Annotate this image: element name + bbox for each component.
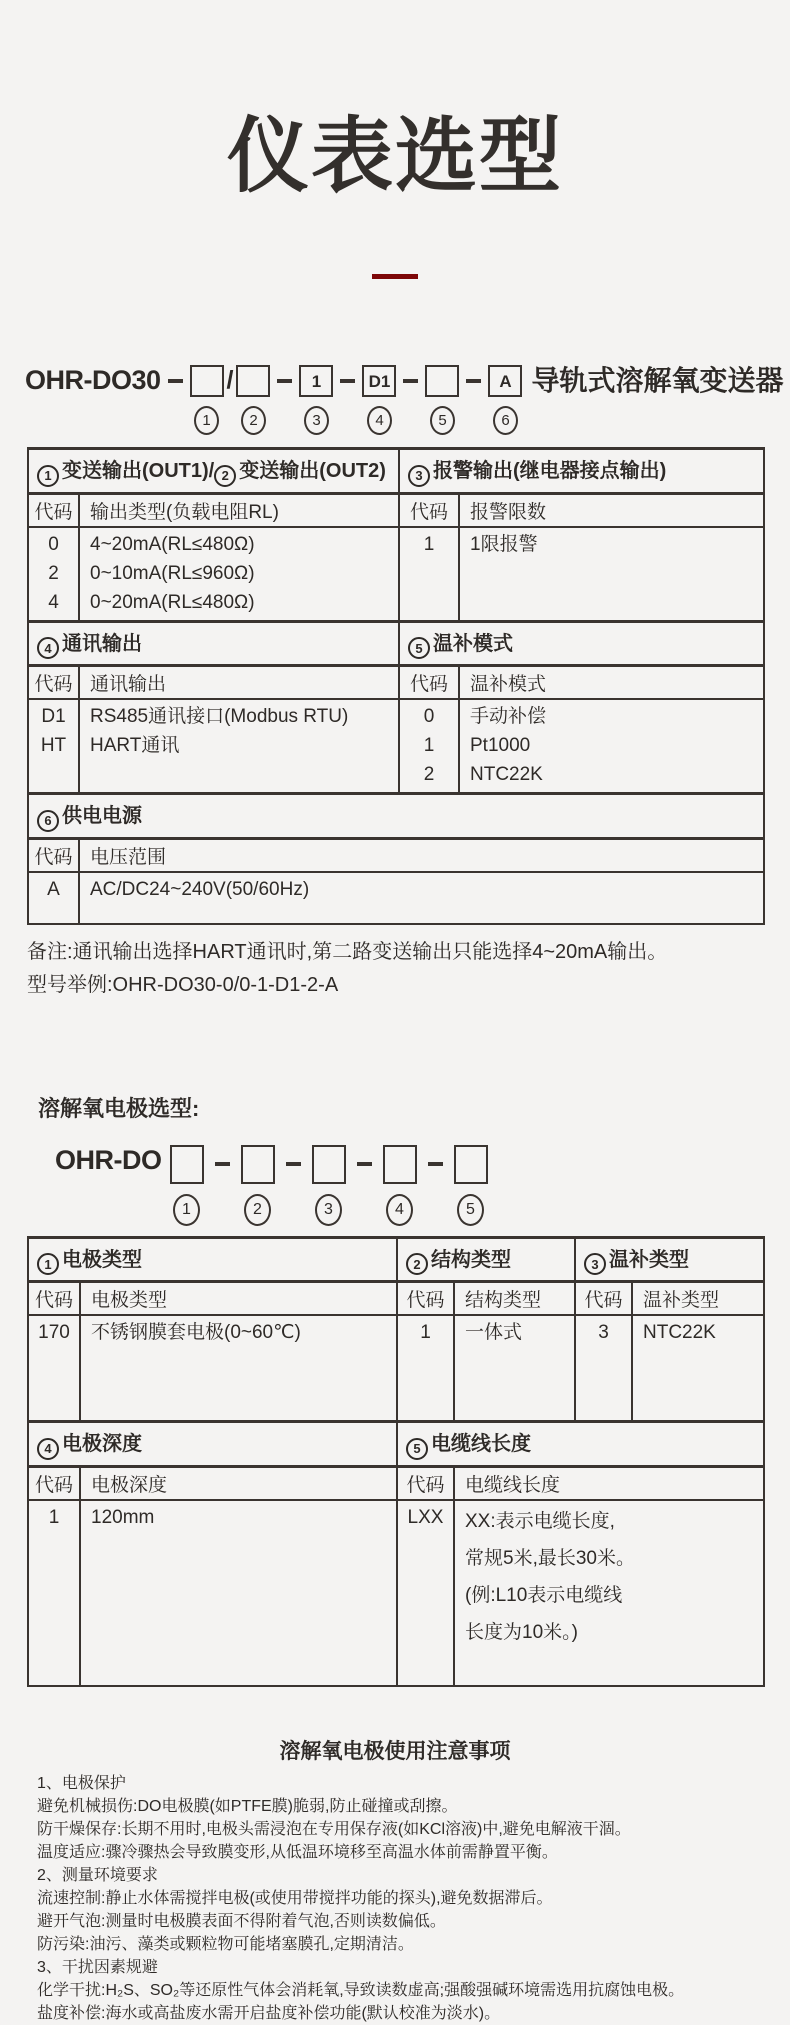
table-row <box>28 1315 764 1422</box>
cell-comm-types: RS485通讯接口(Modbus RTU) HART通讯 <box>79 699 399 794</box>
title-accent-dash <box>372 274 418 279</box>
model-example: 型号举例:OHR-DO30-0/0-1-D1-2-A <box>27 973 339 996</box>
circled-number-4: 4 <box>367 406 392 435</box>
col-header-electrode-type: 电极类型 <box>80 1282 397 1316</box>
header-label: 变送输出(OUT1) <box>62 460 209 483</box>
code-segment-5 <box>454 1145 488 1226</box>
col-header-temp-mode: 温补模式 <box>459 666 764 700</box>
cell-temp-comp-type: NTC22K <box>632 1315 764 1422</box>
col-header-code: 代码 <box>28 1466 80 1500</box>
section-header-cable-length <box>397 1422 764 1467</box>
cell-output-types: 4~20mA(RL≤480Ω) 0~10mA(RL≤960Ω) 0~20mA(RL≤480Ω) <box>79 527 399 622</box>
note-line: 流速控制:静止水体需搅拌电极(或使用带搅拌功能的探头),避免数据滞后。 <box>37 1889 553 1907</box>
circled-number-3: 3 <box>315 1194 342 1226</box>
table-row <box>28 794 764 839</box>
circled-1-icon: 1 <box>37 1253 59 1275</box>
section-header-power-supply <box>28 794 764 839</box>
cell-comm-codes: D1 HT <box>28 699 79 794</box>
table-row <box>28 1466 764 1500</box>
table-row <box>28 872 764 924</box>
cell-depth-value: 120mm <box>80 1500 397 1686</box>
code-box-6: A <box>488 365 522 397</box>
dash-separator <box>215 1162 230 1166</box>
electrode-section-heading: 溶解氧电极选型: <box>38 1095 200 1121</box>
transmitter-selection-table <box>27 447 765 925</box>
circled-6-icon: 6 <box>37 810 59 832</box>
circled-4-icon: 4 <box>37 637 59 659</box>
table-row <box>28 1237 764 1282</box>
code-box-1 <box>190 365 224 397</box>
note-line: 防干燥保存:长期不用时,电极头需浸泡在专用保存液(如KCl溶液)中,避免电解液干涸。 <box>37 1820 631 1838</box>
code-segment-5 <box>425 365 459 435</box>
table-row <box>28 838 764 872</box>
cell-alarm-type: 1限报警 <box>459 527 764 622</box>
dash-separator <box>428 1162 443 1166</box>
header-label: 变送输出(OUT2) <box>239 460 386 483</box>
note-line: 避免机械损伤:DO电极膜(如PTFE膜)脆弱,防止碰撞或刮擦。 <box>37 1797 458 1815</box>
dash-separator <box>357 1162 372 1166</box>
cell-temp-comp-code: 3 <box>575 1315 632 1422</box>
cell-electrode-type: 不锈钢膜套电极(0~60℃) <box>80 1315 397 1422</box>
dash-separator <box>466 379 481 383</box>
circled-3-icon: 3 <box>408 465 430 487</box>
circled-2-icon: 2 <box>406 1253 428 1275</box>
col-header-comm: 通讯输出 <box>79 666 399 700</box>
usage-notes-heading: 溶解氧电极使用注意事项 <box>279 1739 511 1763</box>
table-row <box>28 493 764 527</box>
dash-separator <box>403 379 418 383</box>
table-row <box>28 527 764 622</box>
note-line: 防污染:油污、藻类或颗粒物可能堵塞膜孔,定期清洁。 <box>37 1935 414 1953</box>
electrode-selection-table <box>27 1236 765 1687</box>
circled-number-4: 4 <box>386 1194 413 1226</box>
code-segment-4 <box>362 365 396 435</box>
section-header-comm-output <box>28 621 399 666</box>
cell-temp-codes: 0 1 2 <box>399 699 459 794</box>
transmitter-model-code-diagram <box>25 365 790 435</box>
code-box-5 <box>454 1145 488 1184</box>
table-row <box>28 1500 764 1686</box>
table-row <box>28 1422 764 1467</box>
circled-number-2: 2 <box>244 1194 271 1226</box>
table-row <box>28 621 764 666</box>
section-header-temp-mode <box>399 621 764 666</box>
header-label: 电缆线长度 <box>431 1433 531 1456</box>
dash-separator <box>168 379 183 383</box>
circled-2-icon: 2 <box>214 465 236 487</box>
section-header-structure-type <box>397 1237 575 1282</box>
col-header-temp-comp-type: 温补类型 <box>632 1282 764 1316</box>
table-row <box>28 449 764 494</box>
page-title: 仪表选型 <box>226 111 563 202</box>
code-box-2 <box>241 1145 275 1184</box>
code-segment-2 <box>236 365 270 435</box>
cell-cable-code: LXX <box>397 1500 454 1686</box>
slash-separator: / <box>226 366 234 395</box>
col-header-code: 代码 <box>397 1282 454 1316</box>
col-header-code: 代码 <box>575 1282 632 1316</box>
cell-power-code: A <box>28 872 79 924</box>
cell-temp-types: 手动补偿 Pt1000 NTC22K <box>459 699 764 794</box>
table-row <box>28 666 764 700</box>
col-header-output-type: 输出类型(负载电阻RL) <box>79 493 399 527</box>
header-label: 供电电源 <box>62 805 142 828</box>
code-segment-1 <box>190 365 224 435</box>
cell-structure-type: 一体式 <box>454 1315 575 1422</box>
code-box-3: 1 <box>299 365 333 397</box>
col-header-electrode-depth: 电极深度 <box>80 1466 397 1500</box>
table-row <box>28 699 764 794</box>
circled-5-icon: 5 <box>406 1438 428 1460</box>
circled-number-6: 6 <box>493 406 518 435</box>
header-label: 通讯输出 <box>62 632 142 655</box>
header-label: 结构类型 <box>431 1248 511 1271</box>
col-header-code: 代码 <box>28 1282 80 1316</box>
section-header-transmit-output <box>28 449 399 494</box>
circled-number-1: 1 <box>173 1194 200 1226</box>
note-line: 盐度补偿:海水或高盐废水需开启盐度补偿功能(默认校准为淡水)。 <box>37 2004 501 2022</box>
col-header-voltage-range: 电压范围 <box>79 838 764 872</box>
note-line: 化学干扰:H₂S、SO₂等还原性气体会消耗氧,导致读数虚高;强酸强碱环境需选用抗腐蚀电极。 <box>37 1981 685 1999</box>
circled-3-icon: 3 <box>584 1253 606 1275</box>
code-box-1 <box>170 1145 204 1184</box>
code-segment-4 <box>383 1145 417 1226</box>
col-header-cable-length: 电缆线长度 <box>454 1466 764 1500</box>
model-prefix: OHR-DO <box>55 1144 162 1175</box>
cell-structure-code: 1 <box>397 1315 454 1422</box>
header-label: 电极深度 <box>62 1433 142 1456</box>
code-box-2 <box>236 365 270 397</box>
header-label: 电极类型 <box>62 1248 142 1271</box>
model-suffix: 导轨式溶解氧变送器 <box>531 365 784 397</box>
dash-separator <box>277 379 292 383</box>
cell-alarm-code: 1 <box>399 527 459 622</box>
section-header-alarm-output <box>399 449 764 494</box>
circled-number-3: 3 <box>304 406 329 435</box>
remark-note: 备注:通讯输出选择HART通讯时,第二路变送输出只能选择4~20mA输出。 <box>27 940 668 963</box>
note-line: 2、测量环境要求 <box>37 1866 158 1884</box>
code-box-5 <box>425 365 459 397</box>
circled-number-5: 5 <box>457 1194 484 1226</box>
circled-1-icon: 1 <box>37 465 59 487</box>
note-line: 1、电极保护 <box>37 1774 126 1792</box>
col-header-code: 代码 <box>28 493 79 527</box>
cell-cable-description: XX:表示电缆长度, 常规5米,最长30米。 (例:L10表示电缆线 长度为10米。) <box>454 1500 764 1686</box>
col-header-alarm-limit: 报警限数 <box>459 493 764 527</box>
code-segment-6 <box>488 365 522 435</box>
header-label: 温补模式 <box>433 632 513 655</box>
cell-depth-code: 1 <box>28 1500 80 1686</box>
cell-power-value: AC/DC24~240V(50/60Hz) <box>79 872 764 924</box>
dash-separator <box>340 379 355 383</box>
col-header-code: 代码 <box>399 493 459 527</box>
cell-electrode-code: 170 <box>28 1315 80 1422</box>
code-segment-1 <box>170 1145 204 1226</box>
col-header-code: 代码 <box>399 666 459 700</box>
code-box-4 <box>383 1145 417 1184</box>
code-box-4: D1 <box>362 365 396 397</box>
section-header-electrode-type <box>28 1237 397 1282</box>
code-segment-3 <box>312 1145 346 1226</box>
cell-output-codes: 0 2 4 <box>28 527 79 622</box>
electrode-model-code-diagram <box>55 1145 790 1226</box>
dash-separator <box>286 1162 301 1166</box>
section-header-temp-comp-type <box>575 1237 764 1282</box>
note-line: 避开气泡:测量时电极膜表面不得附着气泡,否则读数偏低。 <box>37 1912 446 1930</box>
col-header-structure-type: 结构类型 <box>454 1282 575 1316</box>
circled-5-icon: 5 <box>408 637 430 659</box>
col-header-code: 代码 <box>28 838 79 872</box>
section-header-electrode-depth <box>28 1422 397 1467</box>
header-label: 温补类型 <box>609 1248 689 1271</box>
model-prefix: OHR-DO30 <box>25 365 161 396</box>
table-row <box>28 1282 764 1316</box>
header-label: 报警输出(继电器接点输出) <box>433 460 667 483</box>
col-header-code: 代码 <box>28 666 79 700</box>
code-box-3 <box>312 1145 346 1184</box>
circled-number-5: 5 <box>430 406 455 435</box>
header-slash: / <box>208 460 215 483</box>
circled-number-2: 2 <box>241 406 266 435</box>
note-line: 温度适应:骤冷骤热会导致膜变形,从低温环境移至高温水体前需静置平衡。 <box>37 1843 558 1861</box>
circled-number-1: 1 <box>194 406 219 435</box>
note-line: 3、干扰因素规避 <box>37 1958 158 1976</box>
circled-4-icon: 4 <box>37 1438 59 1460</box>
col-header-code: 代码 <box>397 1466 454 1500</box>
code-segment-3 <box>299 365 333 435</box>
usage-notes-section <box>0 1735 790 2025</box>
code-segment-2 <box>241 1145 275 1226</box>
